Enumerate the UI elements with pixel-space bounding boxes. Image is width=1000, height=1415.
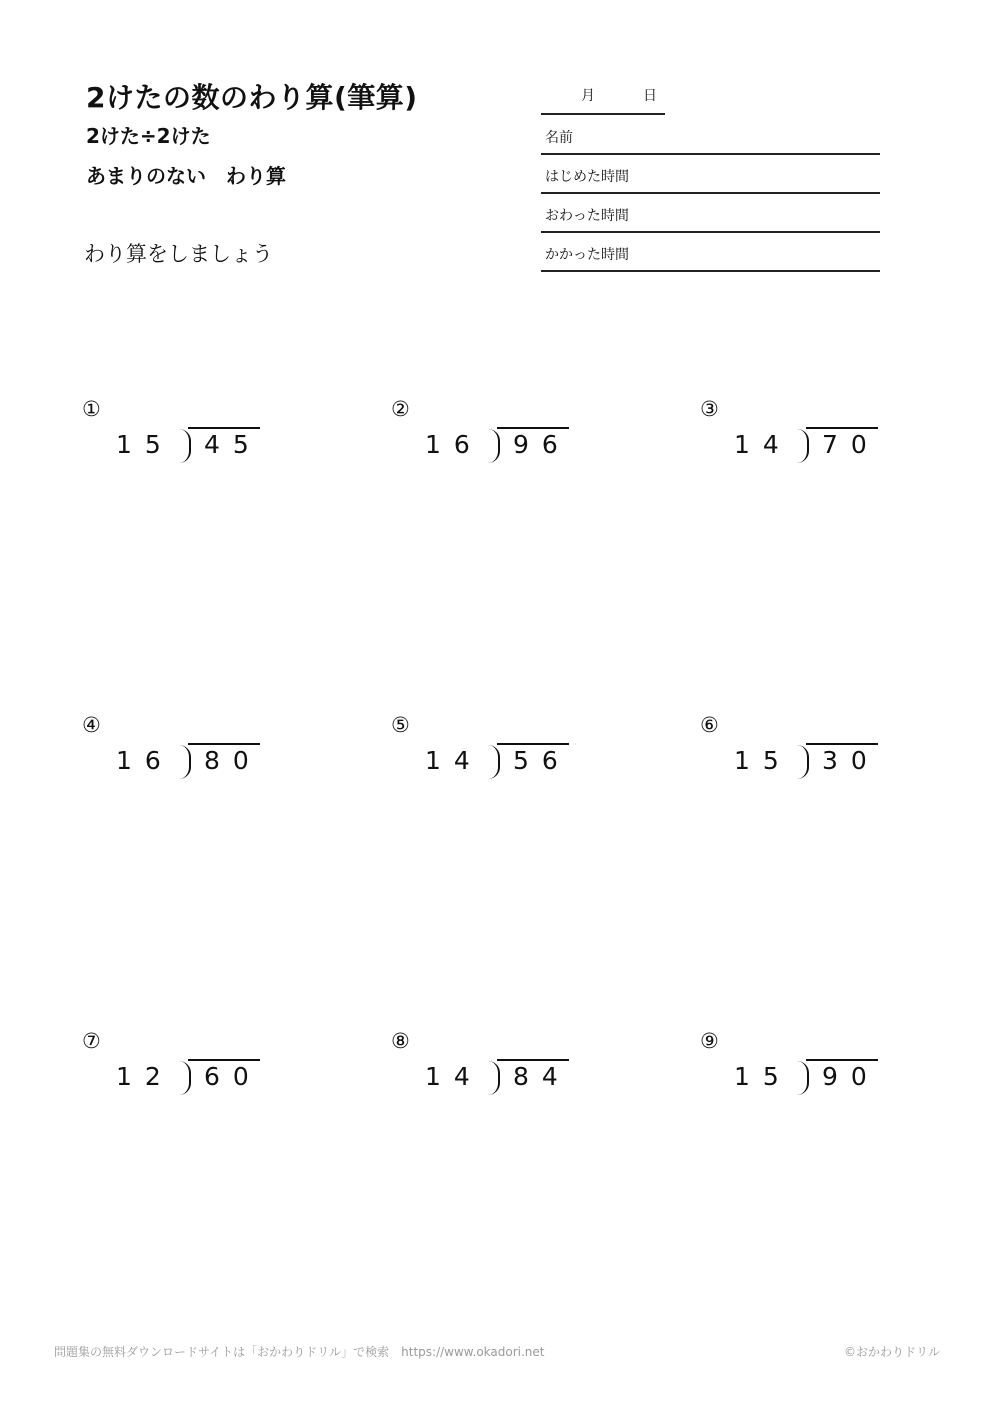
problem-7 <box>82 1029 282 1119</box>
problem-number: ⑦ <box>82 1029 101 1053</box>
problem-6 <box>700 713 900 803</box>
problem-4 <box>82 713 282 803</box>
problem-number: ⑥ <box>700 713 719 737</box>
elapsed-time-label: かかった時間 <box>545 247 629 263</box>
month-label: 月 <box>581 88 595 104</box>
problem-5 <box>391 713 591 803</box>
end-time-label: おわった時間 <box>545 208 629 224</box>
problem-1 <box>82 397 282 487</box>
problem-number: ⑨ <box>700 1029 719 1053</box>
divisor: 14 <box>425 1062 483 1091</box>
division-bracket <box>488 745 500 779</box>
worksheet-subtitle-kind: あまりのない わり算 <box>86 164 286 188</box>
day-label: 日 <box>643 88 657 104</box>
division-bar <box>497 743 569 745</box>
dividend: 45 <box>204 430 262 459</box>
division-bar <box>188 743 260 745</box>
date-field[interactable] <box>541 84 665 115</box>
dividend: 84 <box>513 1062 571 1091</box>
division-bracket <box>488 429 500 463</box>
dividend: 96 <box>513 430 571 459</box>
division-bar <box>188 427 260 429</box>
division-bracket <box>797 1061 809 1095</box>
divisor: 12 <box>116 1062 174 1091</box>
end-time-field[interactable] <box>541 193 880 233</box>
divisor: 14 <box>425 746 483 775</box>
problem-8 <box>391 1029 591 1119</box>
elapsed-time-field[interactable] <box>541 232 880 272</box>
dividend: 80 <box>204 746 262 775</box>
division-bar <box>806 1059 878 1061</box>
divisor: 16 <box>116 746 174 775</box>
footer-site-note: 問題集の無料ダウンロードサイトは「おかわりドリル」で検索 https://www.okadori.net <box>54 1345 545 1359</box>
division-bracket <box>797 429 809 463</box>
instruction-text: わり算をしましょう <box>84 242 273 266</box>
division-bracket <box>179 1061 191 1095</box>
worksheet-title: 2けたの数のわり算(筆算) <box>86 81 418 114</box>
name-label: 名前 <box>545 130 573 146</box>
division-bar <box>188 1059 260 1061</box>
problem-number: ④ <box>82 713 101 737</box>
division-bracket <box>797 745 809 779</box>
start-time-label: はじめた時間 <box>545 169 629 185</box>
divisor: 15 <box>116 430 174 459</box>
problem-number: ③ <box>700 397 719 421</box>
problem-3 <box>700 397 900 487</box>
division-bar <box>806 743 878 745</box>
divisor: 14 <box>734 430 792 459</box>
division-bracket <box>488 1061 500 1095</box>
dividend: 60 <box>204 1062 262 1091</box>
problem-number: ⑤ <box>391 713 410 737</box>
problem-number: ⑧ <box>391 1029 410 1053</box>
division-bracket <box>179 429 191 463</box>
worksheet-subtitle-type: 2けた÷2けた <box>86 124 211 148</box>
division-bracket <box>179 745 191 779</box>
dividend: 30 <box>822 746 880 775</box>
footer-copyright: ©おかわりドリル <box>843 1345 940 1359</box>
start-time-field[interactable] <box>541 154 880 194</box>
dividend: 56 <box>513 746 571 775</box>
problem-number: ② <box>391 397 410 421</box>
divisor: 15 <box>734 1062 792 1091</box>
dividend: 70 <box>822 430 880 459</box>
name-field[interactable] <box>541 115 880 155</box>
dividend: 90 <box>822 1062 880 1091</box>
divisor: 15 <box>734 746 792 775</box>
division-bar <box>497 1059 569 1061</box>
divisor: 16 <box>425 430 483 459</box>
division-bar <box>497 427 569 429</box>
problem-2 <box>391 397 591 487</box>
problem-number: ① <box>82 397 101 421</box>
division-bar <box>806 427 878 429</box>
problem-9 <box>700 1029 900 1119</box>
